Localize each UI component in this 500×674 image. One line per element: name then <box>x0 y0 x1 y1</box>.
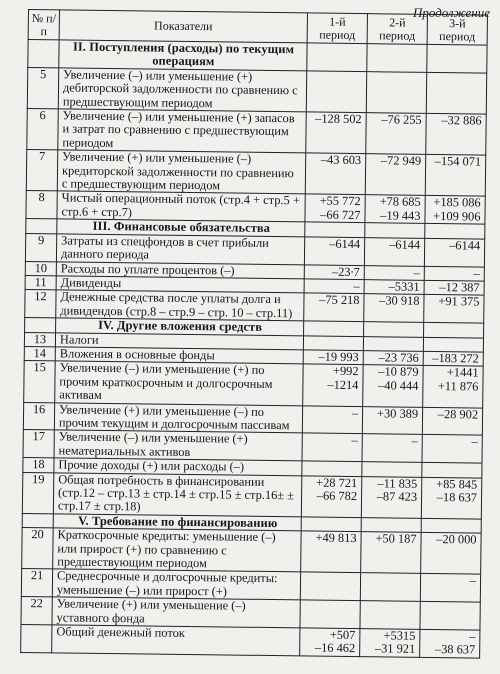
row-value-period-2: –72 949 <box>365 154 425 196</box>
header-period-2: 2-й период <box>367 14 427 45</box>
stacked-value: –16 462 <box>314 641 356 656</box>
row-value-period-2: –5331 <box>364 280 424 295</box>
stacked-value: –1214 <box>327 377 359 392</box>
row-value-period-3: –12 387 <box>424 280 484 295</box>
row-number: 8 <box>26 191 57 219</box>
row-number: 12 <box>25 290 56 318</box>
table-body <box>21 40 487 658</box>
row-value-period-1 <box>300 572 360 601</box>
row-indicator: Прочие доходы (+) или расходы (–) <box>54 458 302 475</box>
row-indicator: Увеличение (+) или уменьшение (–) по прочим текущим и долгосрочным пассивам <box>54 402 302 433</box>
row-indicator: Увеличение (+) или уменьшение (–) кредиторской задолженности по сравнению с предшествующим периодом <box>57 150 305 194</box>
stacked-value: +5315 <box>383 628 416 643</box>
row-value-period-2: – <box>362 434 422 463</box>
section-empty-cell <box>304 321 364 336</box>
row-value-period-2 <box>363 365 423 407</box>
row-value-period-1: –23∙7 <box>304 264 364 279</box>
row-value-period-2 <box>361 476 421 518</box>
section-empty-cell <box>367 44 427 73</box>
row-value-period-1: – <box>302 405 362 434</box>
row-value-period-3: – <box>420 574 480 603</box>
stacked-value: +185 086 <box>433 195 481 211</box>
stacked-value: +507 <box>329 627 356 643</box>
row-number: 22 <box>21 597 52 625</box>
stacked-value: –11 835 <box>377 475 418 491</box>
header-indicator: Показатели <box>59 10 307 43</box>
row-value-period-2 <box>360 573 420 602</box>
row-value-period-1 <box>302 461 362 476</box>
row-value-period-1: –75 218 <box>304 293 364 322</box>
section-title: IV. Другие вложения средств <box>56 318 304 335</box>
row-number: 18 <box>23 458 54 473</box>
row-value-period-1: –19 993 <box>303 350 363 365</box>
row-number: 6 <box>27 109 59 151</box>
row-value-period-1 <box>300 628 360 657</box>
row-value-period-3 <box>420 629 480 658</box>
cash-flow-table <box>20 9 488 658</box>
continuation-label: Продолжение <box>412 5 490 20</box>
section-num-cell <box>22 513 53 528</box>
row-value-period-2 <box>362 462 422 477</box>
row-value-period-3: – <box>424 266 484 281</box>
row-value-period-3: –32 886 <box>426 113 486 155</box>
table-row <box>22 472 481 519</box>
section-empty-cell <box>427 44 487 73</box>
row-number: 16 <box>23 402 54 430</box>
row-value-period-1: –43 603 <box>305 153 365 195</box>
section-empty-cell <box>365 223 425 238</box>
section-num-cell <box>28 40 59 68</box>
row-value-period-3: – <box>422 435 482 464</box>
row-value-period-1: –128 502 <box>306 112 366 154</box>
row-value-period-3 <box>425 196 485 225</box>
stacked-value: –66 782 <box>316 488 358 504</box>
row-indicator: Дивиденды <box>56 276 304 293</box>
row-value-period-2: – <box>364 265 424 280</box>
stacked-value: –38 637 <box>434 642 476 657</box>
table-row <box>21 625 480 658</box>
row-value-period-1 <box>303 364 363 406</box>
row-indicator: Увеличение (+) или уменьшение (–) уставного фонда <box>52 597 300 628</box>
row-value-period-2: –76 255 <box>366 113 426 155</box>
section-empty-cell <box>301 517 361 532</box>
row-indicator: Общая потребность в финансировании (стр.12 – стр.13 ± стр.14 ± стр.15 ± стр.16± ± стр.17 ± стр.18) <box>53 472 301 516</box>
row-value-period-2 <box>360 601 420 630</box>
row-value-period-2: –30 918 <box>364 294 424 323</box>
row-number: 9 <box>25 233 56 261</box>
header-period-1: 1-й период <box>307 13 367 44</box>
section-empty-cell <box>421 518 481 533</box>
section-empty-cell <box>364 322 424 337</box>
row-value-period-1 <box>301 475 361 517</box>
row-indicator: Среднесрочные и долгосрочные кредиты: уменьшение (–) или прирост (+) <box>52 569 300 600</box>
row-number: 7 <box>26 150 58 192</box>
section-empty-cell <box>424 322 484 337</box>
stacked-value: –19 443 <box>380 208 421 223</box>
stacked-value: –40 444 <box>378 378 419 393</box>
stacked-value: +109 906 <box>433 208 481 224</box>
row-number: 19 <box>22 472 54 514</box>
stacked-value: –87 423 <box>376 489 418 504</box>
row-number: 10 <box>25 261 56 276</box>
stacked-value: –31 921 <box>374 641 416 657</box>
row-indicator: Расходы по уплате процентов (–) <box>56 261 304 278</box>
section-title: V. Требование по финансированию <box>53 514 301 531</box>
row-indicator: Увеличение (–) или уменьшение (+) по прочим краткосрочным и долгосрочным активам <box>55 361 303 405</box>
row-value-period-1: – <box>304 279 364 294</box>
row-value-period-2: –23 736 <box>363 351 423 366</box>
row-value-period-2: –6144 <box>364 237 424 266</box>
row-indicator: Налоги <box>55 332 303 349</box>
section-title: III. Финансовые обязательства <box>57 219 305 236</box>
row-indicator: Чистый операционный поток (стр.4 + стр.5 + стр.6 + стр.7) <box>57 191 305 222</box>
table-row <box>26 150 485 197</box>
row-indicator: Общий денежный поток <box>52 625 300 656</box>
stacked-value: +85 845 <box>436 476 478 492</box>
table-row <box>27 109 486 156</box>
section-num-cell <box>25 318 56 333</box>
row-number: 17 <box>23 430 54 458</box>
section-num-cell <box>26 219 57 234</box>
table-row <box>27 67 486 114</box>
table-row <box>24 361 483 408</box>
row-number: 21 <box>21 569 52 597</box>
row-value-period-3: –154 071 <box>425 155 485 197</box>
row-number: 20 <box>22 528 54 570</box>
row-indicator: Увеличение (–) или уменьшение (+) нематериальных активов <box>54 430 302 461</box>
row-number: 11 <box>25 275 56 290</box>
row-number: 13 <box>24 332 55 347</box>
row-value-period-1 <box>300 600 360 629</box>
stacked-value: –18 637 <box>436 490 478 505</box>
stacked-value: +11 876 <box>437 378 479 394</box>
row-value-period-3: –20 000 <box>421 533 481 575</box>
row-value-period-3: +91 375 <box>424 295 484 324</box>
row-value-period-3 <box>422 463 482 478</box>
row-value-period-2 <box>365 195 425 224</box>
section-title: II. Поступления (расходы) по текущим операциям <box>59 40 307 71</box>
row-value-period-3 <box>423 337 483 352</box>
row-indicator: Вложения в основные фонды <box>55 347 303 364</box>
stacked-value: – <box>469 629 476 644</box>
row-indicator: Денежные средства после уплаты долга и дивидендов (стр.8 – стр.9 – стр. 10 – стр.11) <box>56 290 304 321</box>
row-number: 5 <box>27 67 59 109</box>
stacked-value: +55 772 <box>319 194 361 209</box>
header-num: № п/п <box>28 10 59 40</box>
row-value-period-2 <box>366 71 426 113</box>
row-value-period-2: +50 187 <box>361 532 421 574</box>
row-number: 14 <box>24 346 55 361</box>
row-value-period-3: –28 902 <box>422 407 482 436</box>
section-empty-cell <box>425 224 485 239</box>
stacked-value: +28 721 <box>316 475 358 490</box>
row-value-period-3 <box>423 366 483 408</box>
stacked-value: +1441 <box>446 365 479 380</box>
stacked-value: +78 685 <box>379 194 421 210</box>
row-value-period-3: –183 272 <box>423 351 483 366</box>
row-value-period-2 <box>360 629 420 658</box>
section-empty-cell <box>361 517 421 532</box>
section-empty-cell <box>305 222 365 237</box>
row-value-period-2 <box>363 336 423 351</box>
row-value-period-1 <box>306 71 366 113</box>
row-value-period-2: +30 389 <box>362 406 422 435</box>
row-value-period-3 <box>420 602 480 631</box>
row-indicator: Увеличение (–) или уменьшение (+) запасов и затрат по сравнению с предшествующим периодом <box>58 109 306 153</box>
row-indicator: Затраты из спецфондов в счет прибыли данного периода <box>56 234 304 265</box>
header-period-3: 3-й период <box>427 14 487 45</box>
row-value-period-1: +49 813 <box>301 531 361 573</box>
row-value-period-3: –6144 <box>424 238 484 267</box>
stacked-value: –66 727 <box>320 207 361 222</box>
row-value-period-3 <box>421 477 481 519</box>
row-value-period-3 <box>426 72 486 114</box>
stacked-value: +992 <box>332 364 359 379</box>
row-indicator: Краткосрочные кредиты: уменьшение (–) или прирост (+) по сравнению с предшествующим периодом <box>53 528 301 572</box>
row-value-period-1: –6144 <box>304 237 364 266</box>
row-value-period-1 <box>303 335 363 350</box>
row-number <box>21 625 52 653</box>
row-indicator: Увеличение (–) или уменьшение (+) дебиторской задолженности по сравнению с предшествующим периодом <box>58 68 306 112</box>
table-row <box>22 528 481 575</box>
stacked-value: –10 879 <box>378 364 419 380</box>
row-value-period-1: – <box>302 433 362 462</box>
section-empty-cell <box>307 43 367 72</box>
row-number: 15 <box>24 361 56 403</box>
row-value-period-1 <box>305 194 365 223</box>
